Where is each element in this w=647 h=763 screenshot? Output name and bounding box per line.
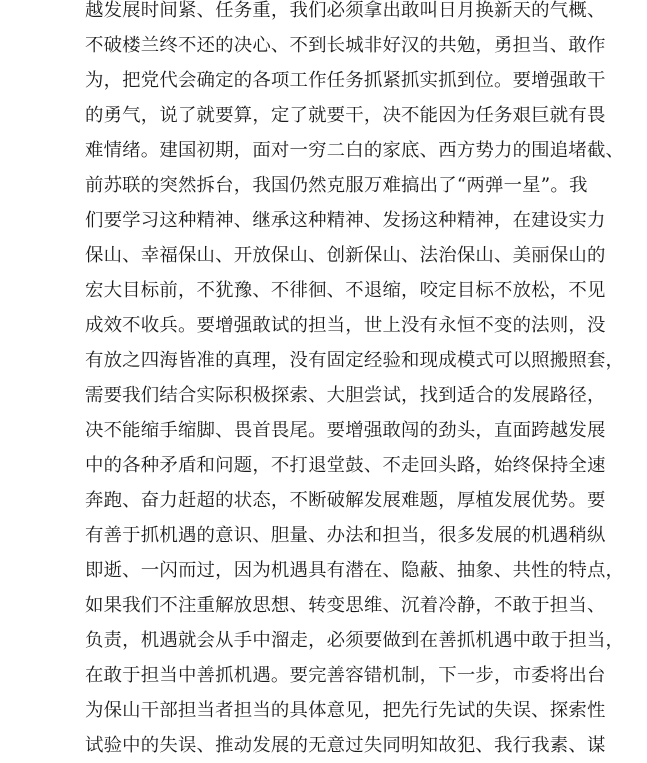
text-line: 越发展时间紧、任务重，我们必须拿出敢叫日月换新天的气概、	[85, 0, 606, 21]
text-line: 为，把党代会确定的各项工作任务抓紧抓实抓到位。要增强敢干	[85, 70, 606, 91]
text-line: 决不能缩手缩脚、畏首畏尾。要增强敢闯的劲头，直面跨越发展	[85, 420, 606, 441]
text-line: 中的各种矛盾和问题，不打退堂鼓、不走回头路，始终保持全速	[85, 455, 606, 476]
text-line: 的勇气，说了就要算，定了就要干，决不能因为任务艰巨就有畏	[85, 105, 606, 126]
text-line: 有善于抓机遇的意识、胆量、办法和担当，很多发展的机遇稍纵	[85, 525, 606, 546]
text-line: 成效不收兵。要增强敢试的担当，世上没有永恒不变的法则，没	[85, 315, 606, 336]
text-line: 试验中的失误、推动发展的无意过失同明知故犯、我行我素、谋	[85, 735, 606, 756]
text-line: 们要学习这种精神、继承这种精神、发扬这种精神，在建设实力	[85, 210, 606, 231]
text-line: 前苏联的突然拆台，我国仍然克服万难搞出了“两弹一星”。我	[85, 175, 588, 196]
text-line: 为保山干部担当者担当的具体意见，把先行先试的失误、探索性	[85, 700, 606, 721]
text-line: 不破楼兰终不还的决心、不到长城非好汉的共勉，勇担当、敢作	[85, 35, 606, 56]
text-line: 有放之四海皆准的真理，没有固定经验和现成模式可以照搬照套，	[85, 350, 625, 371]
text-line: 负责，机遇就会从手中溜走，必须要做到在善抓机遇中敢于担当，	[85, 630, 625, 651]
text-line: 如果我们不注重解放思想、转变思维、沉着冷静，不敢于担当、	[85, 595, 606, 616]
text-line: 需要我们结合实际积极探索、大胆尝试，找到适合的发展路径，	[85, 385, 606, 406]
body-text	[85, 0, 625, 763]
text-line: 即逝、一闪而过，因为机遇具有潜在、隐蔽、抽象、共性的特点，	[85, 560, 625, 581]
text-line: 保山、幸福保山、开放保山、创新保山、法治保山、美丽保山的	[85, 245, 606, 266]
text-line: 宏大目标前，不犹豫、不徘徊、不退缩，咬定目标不放松，不见	[85, 280, 606, 301]
text-line: 奔跑、奋力赶超的状态，不断破解发展难题，厚植发展优势。要	[85, 490, 606, 511]
text-line: 难情绪。建国初期，面对一穷二白的家底、西方势力的围追堵截、	[85, 140, 625, 161]
text-line: 在敢于担当中善抓机遇。要完善容错机制，下一步，市委将出台	[85, 665, 606, 686]
